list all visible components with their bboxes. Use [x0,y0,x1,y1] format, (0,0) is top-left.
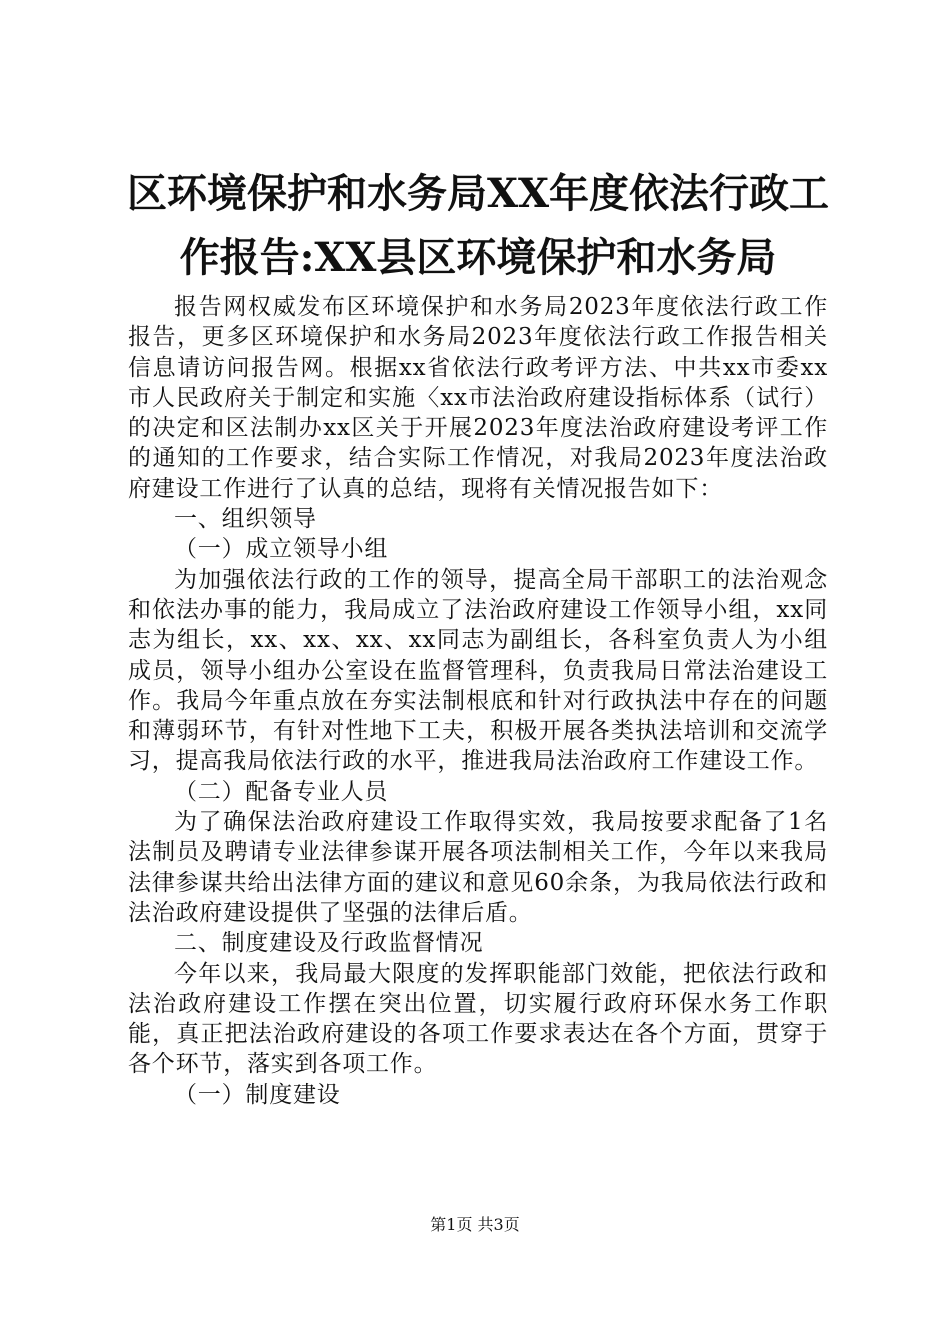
section-heading-organization: 一、组织领导 [174,506,317,533]
section-heading-system-building: 二、制度建设及行政监督情况 [174,930,484,957]
document-title: 区环境保护和水务局XX年度依法行政工作报告:XX县区环境保护和水务局 [126,170,830,281]
page-footer: 第1页 共3页 [430,1215,520,1234]
document-body [128,292,828,1110]
system-building-paragraph: 今年以来，我局最大限度的发挥职能部门效能，把依法行政和法治政府建设工作摆在突出位置，切实履行政府环保水务工作职能，真正把法治政府建设的各项工作要求表达在各个方面，贯穿于各个环节，落实到各项工作。 [128,960,828,1078]
leading-group-paragraph: 为加强依法行政的工作的领导，提高全局干部职工的法治观念和依法办事的能力，我局成立了法治政府建设工作领导小组，xx同志为组长，xx、xx、xx、xx同志为副组长，各科室负责人为小组成员，领导小组办公室设在监督管理科，负责我局日常法治建设工作。我局今年重点放在夯实法制根底和针对行政执法中存在的问题和薄弱环节，有针对性地下工夫，积极开展各类执法培训和交流学习，提高我局依法行政的水平，推进我局法治政府工作建设工作。 [128,566,828,775]
subsection-heading-staff: （二）配备专业人员 [174,778,389,805]
document-page [128,150,828,1110]
subsection-heading-system: （一）制度建设 [174,1081,341,1108]
subsection-heading-leading-group: （一）成立领导小组 [174,536,389,563]
staff-paragraph: 为了确保法治政府建设工作取得实效，我局按要求配备了1名法制员及聘请专业法律参谋开展各项法制相关工作，今年以来我局法律参谋共给出法律方面的建议和意见60余条，为我局依法行政和法治政府建设提供了坚强的法律后盾。 [128,809,828,926]
intro-paragraph: 报告网权威发布区环境保护和水务局2023年度依法行政工作报告，更多区环境保护和水务局2023年度依法行政工作报告相关信息请访问报告网。根据xx省依法行政考评方法、中共xx市委xx市人民政府关于制定和实施〈xx市法治政府建设指标体系（试行）的决定和区法制办xx区关于开展2023年度法治政府建设考评工作的通知的工作要求，结合实际工作情况，对我局2023年度法治政府建设工作进行了认真的总结，现将有关情况报告如下： [128,294,828,502]
